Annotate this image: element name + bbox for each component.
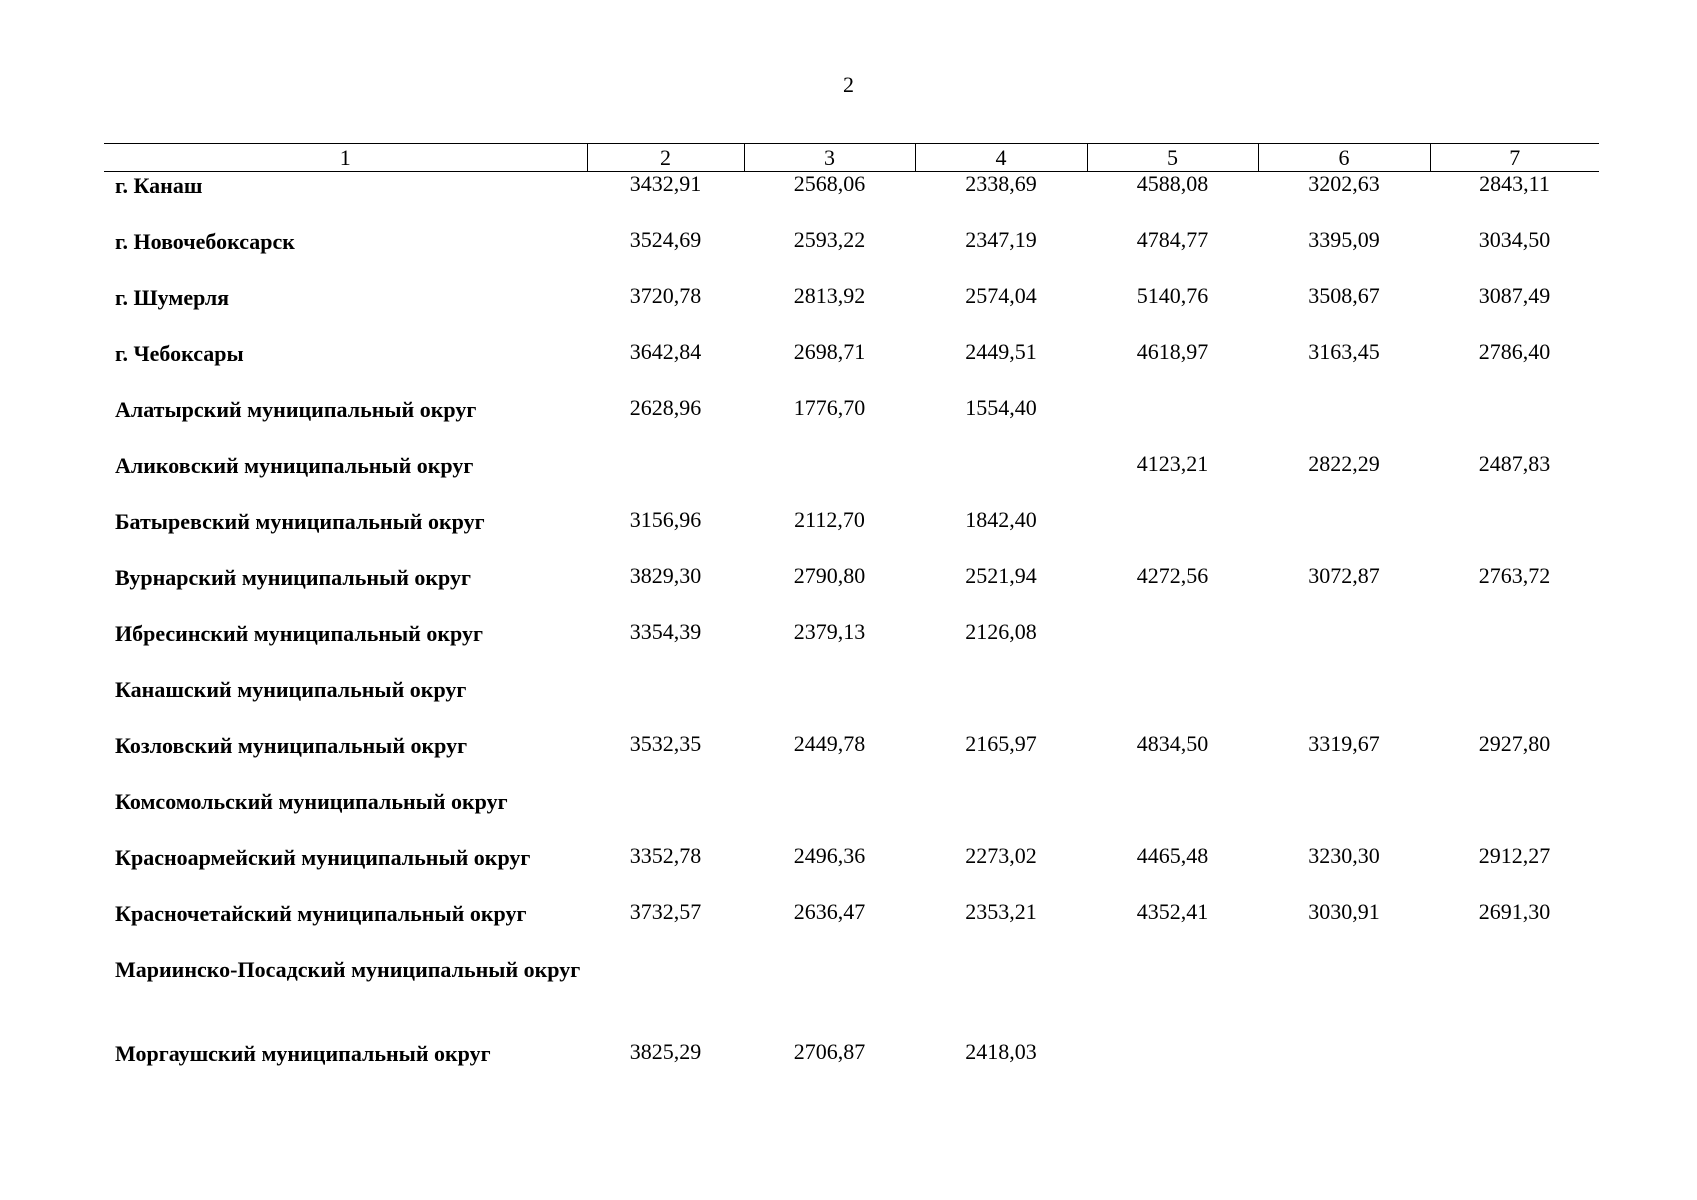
value-cell: 2636,47 <box>793 899 866 924</box>
value-cell: 2449,51 <box>965 339 1037 364</box>
value-cell: 2496,36 <box>793 843 866 868</box>
value-cell <box>1430 393 1599 449</box>
value-cell: 4465,48 <box>1136 843 1209 868</box>
value-cell: 3030,91 <box>1308 899 1380 924</box>
value-cell <box>744 673 915 729</box>
column-header: 1 <box>104 144 587 172</box>
value-cell: 3352,78 <box>629 843 702 868</box>
row-name-cell: г. Новочебоксарск <box>115 229 295 254</box>
value-cell <box>915 449 1087 505</box>
value-cell <box>1087 393 1258 449</box>
table-row <box>104 449 1599 505</box>
column-header: 6 <box>1258 144 1430 172</box>
value-cell <box>915 953 1087 1037</box>
value-cell: 4352,41 <box>1136 899 1209 924</box>
value-cell: 3034,50 <box>1478 227 1551 252</box>
row-name-cell: г. Чебоксары <box>115 341 244 366</box>
value-cell: 2912,27 <box>1478 843 1551 868</box>
column-header: 5 <box>1087 144 1258 172</box>
row-name-cell: Ибресинский муниципальный округ <box>115 621 483 646</box>
value-cell <box>1430 505 1599 561</box>
value-cell <box>1258 393 1430 449</box>
value-cell: 2763,72 <box>1478 563 1551 588</box>
value-cell <box>1430 673 1599 729</box>
value-cell: 3432,91 <box>629 171 702 196</box>
value-cell: 4123,21 <box>1136 451 1209 476</box>
row-name-cell: Канашский муниципальный округ <box>115 677 467 702</box>
row-name-cell: г. Шумерля <box>115 285 230 310</box>
row-name-cell: Вурнарский муниципальный округ <box>115 565 471 590</box>
value-cell <box>1258 617 1430 673</box>
value-cell: 2487,83 <box>1478 451 1551 476</box>
row-name-cell: Мариинско-Посадский муниципальный округ <box>115 957 581 982</box>
column-header: 2 <box>587 144 744 172</box>
value-cell: 3230,30 <box>1308 843 1380 868</box>
value-cell: 2353,21 <box>965 899 1037 924</box>
value-cell <box>1430 785 1599 841</box>
value-cell: 2628,96 <box>629 395 702 420</box>
value-cell: 5140,76 <box>1136 283 1209 308</box>
value-cell: 1554,40 <box>965 395 1037 420</box>
value-cell: 3156,96 <box>629 507 702 532</box>
value-cell <box>1087 505 1258 561</box>
value-cell: 2165,97 <box>965 731 1037 756</box>
value-cell: 3202,63 <box>1308 171 1380 196</box>
value-cell: 2273,02 <box>965 843 1037 868</box>
value-cell: 3829,30 <box>629 563 702 588</box>
value-cell: 3732,57 <box>629 899 702 924</box>
table-header <box>104 144 1599 172</box>
table-row <box>104 617 1599 673</box>
value-cell <box>915 785 1087 841</box>
table-row <box>104 393 1599 449</box>
table-row <box>104 1037 1599 1093</box>
value-cell: 3642,84 <box>629 339 702 364</box>
value-cell <box>1087 1037 1258 1093</box>
value-cell: 2813,92 <box>793 283 866 308</box>
row-name-cell: Моргаушский муниципальный округ <box>115 1041 491 1066</box>
value-cell: 3163,45 <box>1308 339 1380 364</box>
column-header: 3 <box>744 144 915 172</box>
row-name-cell: Алатырский муниципальный округ <box>115 397 477 422</box>
value-cell: 2379,13 <box>793 619 866 644</box>
value-cell <box>1430 953 1599 1037</box>
value-cell <box>1258 673 1430 729</box>
value-cell: 4272,56 <box>1136 563 1209 588</box>
row-name-cell: г. Канаш <box>115 173 203 198</box>
value-cell: 2568,06 <box>793 171 866 196</box>
value-cell: 2790,80 <box>793 563 866 588</box>
table-row <box>104 225 1599 281</box>
value-cell <box>1087 785 1258 841</box>
table-row <box>104 953 1599 1037</box>
table-row <box>104 337 1599 393</box>
value-cell: 3720,78 <box>629 283 702 308</box>
value-cell: 3354,39 <box>629 619 702 644</box>
value-cell <box>744 953 915 1037</box>
page-number: 2 <box>843 72 854 97</box>
value-cell: 2691,30 <box>1478 899 1551 924</box>
column-header: 7 <box>1430 144 1599 172</box>
value-cell: 3395,09 <box>1308 227 1380 252</box>
table-row <box>104 561 1599 617</box>
value-cell <box>1258 785 1430 841</box>
value-cell: 2706,87 <box>793 1039 866 1064</box>
table-row <box>104 673 1599 729</box>
table-row <box>104 785 1599 841</box>
data-table <box>104 143 1599 1093</box>
value-cell: 1842,40 <box>965 507 1037 532</box>
value-cell: 2338,69 <box>965 171 1037 196</box>
value-cell: 2822,29 <box>1308 451 1380 476</box>
value-cell: 2574,04 <box>965 283 1037 308</box>
value-cell: 3072,87 <box>1308 563 1380 588</box>
value-cell <box>587 785 744 841</box>
row-name-cell: Красноармейский муниципальный округ <box>115 845 531 870</box>
value-cell: 2112,70 <box>794 507 865 532</box>
row-name-cell: Батыревский муниципальный округ <box>115 509 485 534</box>
value-cell: 2521,94 <box>965 563 1037 588</box>
value-cell <box>1258 953 1430 1037</box>
value-cell: 4784,77 <box>1136 227 1209 252</box>
value-cell <box>744 785 915 841</box>
value-cell <box>587 953 744 1037</box>
value-cell <box>915 673 1087 729</box>
row-name-cell: Аликовский муниципальный округ <box>115 453 474 478</box>
value-cell: 3087,49 <box>1478 283 1551 308</box>
value-cell <box>1087 673 1258 729</box>
value-cell <box>1087 953 1258 1037</box>
value-cell <box>1087 617 1258 673</box>
value-cell <box>587 449 744 505</box>
value-cell: 4618,97 <box>1136 339 1209 364</box>
value-cell: 4588,08 <box>1136 171 1209 196</box>
table-row <box>104 729 1599 785</box>
value-cell: 2698,71 <box>793 339 866 364</box>
value-cell: 3825,29 <box>629 1039 702 1064</box>
column-header: 4 <box>915 144 1087 172</box>
value-cell: 1776,70 <box>793 395 866 420</box>
value-cell: 2843,11 <box>1479 171 1550 196</box>
table-row <box>104 172 1599 226</box>
table-row <box>104 897 1599 953</box>
value-cell <box>1430 617 1599 673</box>
value-cell <box>1430 1037 1599 1093</box>
value-cell <box>1258 505 1430 561</box>
table-row <box>104 281 1599 337</box>
value-cell <box>744 449 915 505</box>
value-cell: 3532,35 <box>629 731 702 756</box>
header-row <box>104 144 1599 172</box>
row-name-cell: Козловский муниципальный округ <box>115 733 468 758</box>
value-cell: 2449,78 <box>793 731 866 756</box>
value-cell: 2593,22 <box>793 227 866 252</box>
row-name-cell: Комсомольский муниципальный округ <box>115 789 508 814</box>
table-body <box>104 172 1599 1094</box>
row-name-cell: Красночетайский муниципальный округ <box>115 901 527 926</box>
value-cell: 4834,50 <box>1136 731 1209 756</box>
value-cell <box>587 673 744 729</box>
value-cell: 2786,40 <box>1478 339 1551 364</box>
value-cell: 2126,08 <box>965 619 1037 644</box>
value-cell: 3524,69 <box>629 227 702 252</box>
table-row <box>104 505 1599 561</box>
table-row <box>104 841 1599 897</box>
value-cell: 2418,03 <box>965 1039 1037 1064</box>
value-cell: 2347,19 <box>965 227 1037 252</box>
value-cell <box>1258 1037 1430 1093</box>
value-cell: 3508,67 <box>1308 283 1380 308</box>
value-cell: 2927,80 <box>1478 731 1551 756</box>
value-cell: 3319,67 <box>1308 731 1380 756</box>
